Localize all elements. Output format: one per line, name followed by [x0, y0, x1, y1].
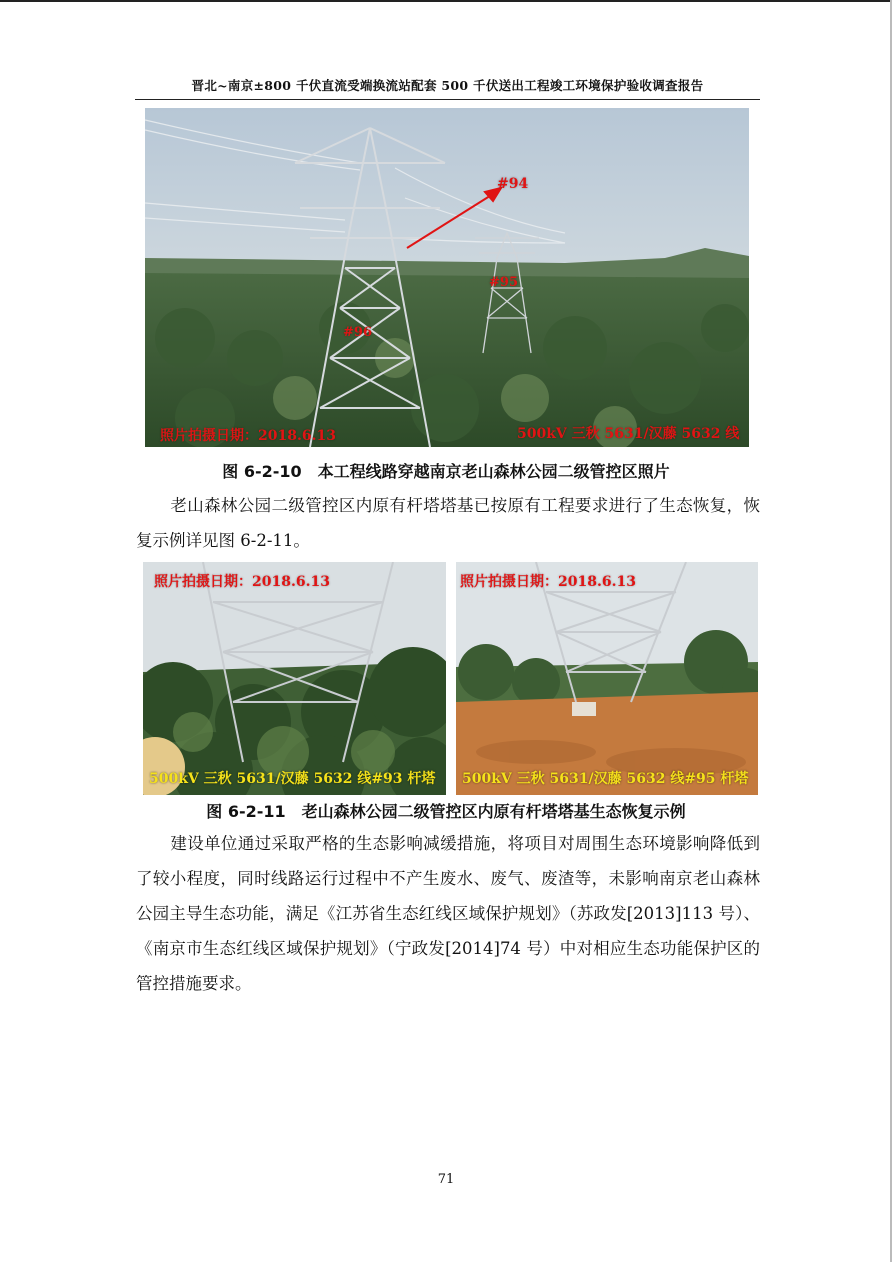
tower-label-94: #94	[497, 176, 529, 192]
figure-6-2-11-right-photo	[456, 562, 758, 795]
paragraph-2-text: 建设单位通过采取严格的生态影响减缓措施，将项目对周围生态环境影响降低到了较小程度，同时线路运行过程中不产生废水、废气、废渣等，未影响南京老山森林公园主导生态功能，满足《江苏省生态红线区域保护规划》（苏政发[2013]113 号）、《南京市生态红线区域保护规划》（宁政发[2014]74 号）中对相应生态功能保护区的管控措施要求。	[136, 834, 760, 993]
right-tower-label: 500kV 三秋 5631/汉藤 5632 线#95 杆塔	[462, 771, 749, 787]
right-photo-date-label: 照片拍摄日期：2018.6.13	[460, 574, 636, 590]
left-tower-label: 500kV 三秋 5631/汉藤 5632 线#93 杆塔	[149, 771, 436, 787]
photo-date-label: 照片拍摄日期：2018.6.13	[160, 428, 336, 444]
left-photo-date-label: 照片拍摄日期：2018.6.13	[154, 574, 330, 590]
paragraph-1-text: 老山森林公园二级管控区内原有杆塔塔基已按原有工程要求进行了生态恢复，恢复示例详见图 6-2-11。	[136, 496, 760, 550]
tower-label-95: #95	[489, 275, 518, 290]
page-top-border	[0, 0, 892, 2]
paragraph-2	[136, 826, 760, 1001]
paragraph-1	[136, 488, 760, 558]
page-number: 71	[437, 1172, 455, 1187]
figure-6-2-10-caption: 图 6-2-10 本工程线路穿越南京老山森林公园二级管控区照片	[222, 462, 670, 481]
figure-6-2-10-photo	[145, 108, 749, 447]
figure-6-2-11-left-photo	[143, 562, 446, 795]
line-label: 500kV 三秋 5631/汉藤 5632 线	[517, 426, 740, 442]
tower-label-96: #96	[343, 325, 372, 340]
figure-6-2-11-caption: 图 6-2-11 老山森林公园二级管控区内原有杆塔塔基生态恢复示例	[206, 802, 686, 821]
page-header: 晋北~南京±800 千伏直流受端换流站配套 500 千伏送出工程竣工环境保护验收调查报告	[135, 76, 760, 100]
